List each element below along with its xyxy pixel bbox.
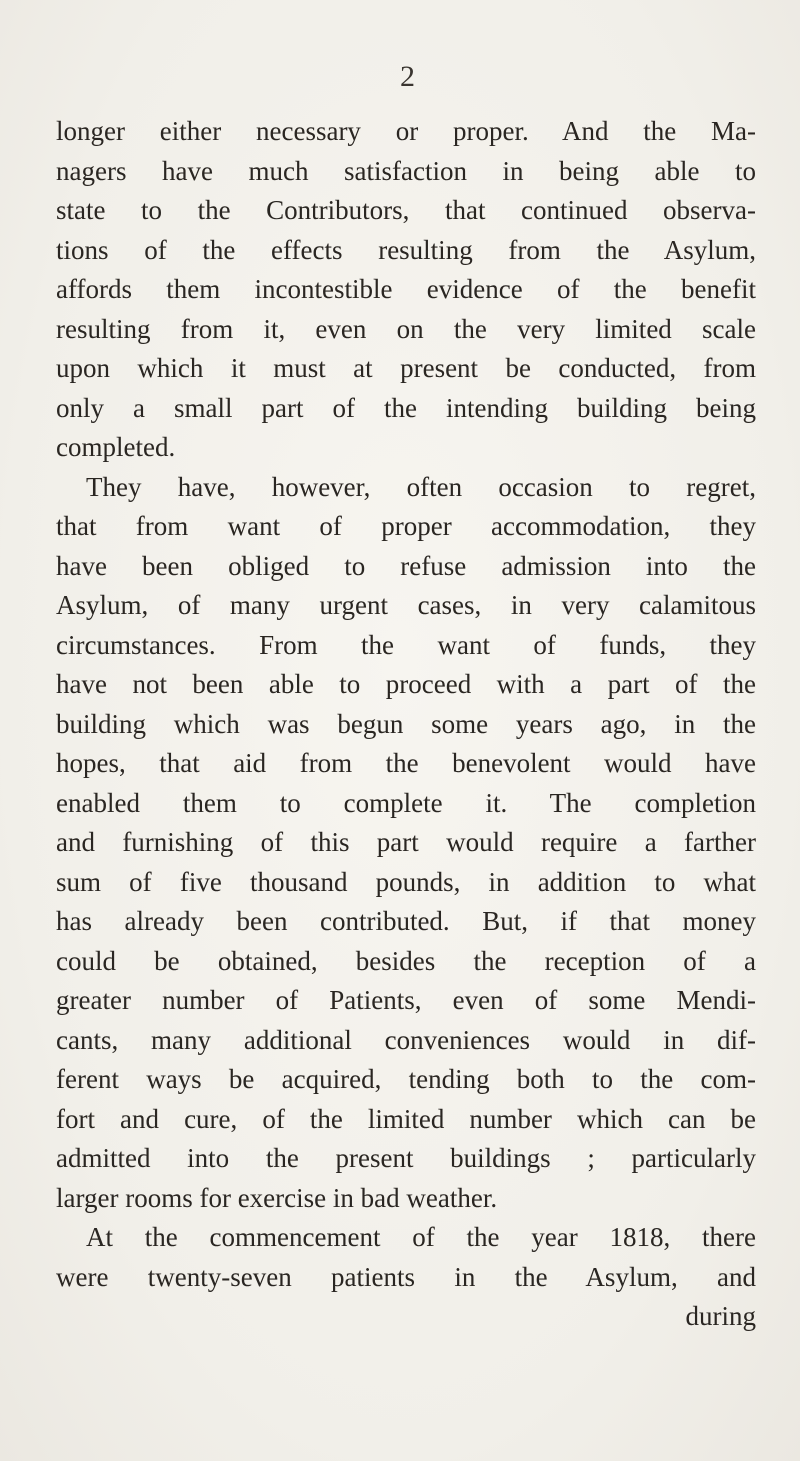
- text-line: circumstances. From the want of funds, they: [56, 629, 756, 660]
- text-line: Asylum, of many urgent cases, in very calamitous: [56, 590, 756, 620]
- text-line: sum of five thousand pounds, in addition to what: [56, 866, 756, 897]
- text-line: nagers have much satisfaction in being able to: [56, 155, 756, 186]
- body-text: [56, 112, 756, 1337]
- text-line: tions of the effects resulting from the Asylum,: [56, 234, 756, 265]
- page-number: 2: [400, 60, 415, 93]
- text-line: larger rooms for exercise in bad weather.: [56, 1182, 498, 1213]
- catchword: during: [685, 1301, 756, 1331]
- text-line: They have, however, often occasion to regret,: [86, 471, 756, 502]
- text-line: and furnishing of this part would require a farther: [56, 827, 756, 857]
- text-line: fort and cure, of the limited number which can be: [56, 1103, 756, 1134]
- text-line: only a small part of the intending building being: [56, 392, 756, 423]
- text-line: have been obliged to refuse admission into the: [56, 550, 756, 581]
- text-line: has already been contributed. But, if that money: [56, 906, 756, 936]
- text-line: building which was begun some years ago, in the: [56, 708, 756, 739]
- text-line: longer either necessary or proper. And the Ma-: [56, 116, 756, 146]
- text-line: completed.: [56, 432, 176, 462]
- text-line: state to the Contributors, that continued observa-: [56, 195, 756, 225]
- text-line: ferent ways be acquired, tending both to the com-: [56, 1064, 756, 1094]
- text-line: upon which it must at present be conducted, from: [56, 353, 756, 383]
- text-line: have not been able to proceed with a part of the: [56, 669, 756, 699]
- text-line: resulting from it, even on the very limited scale: [56, 313, 756, 344]
- text-line: affords them incontestible evidence of the benefit: [56, 274, 756, 304]
- text-line: cants, many additional conveniences would in dif-: [56, 1024, 756, 1055]
- text-line: were twenty-seven patients in the Asylum, and: [56, 1261, 756, 1292]
- text-line: greater number of Patients, even of some Mendi-: [56, 985, 756, 1015]
- text-line: At the commencement of the year 1818, there: [86, 1222, 756, 1252]
- text-line: that from want of proper accommodation, they: [56, 511, 756, 541]
- text-line: enabled them to complete it. The completion: [56, 787, 756, 818]
- text-line: could be obtained, besides the reception of a: [56, 945, 756, 976]
- text-line: hopes, that aid from the benevolent would have: [56, 748, 756, 778]
- text-line: admitted into the present buildings ; particularly: [56, 1143, 756, 1173]
